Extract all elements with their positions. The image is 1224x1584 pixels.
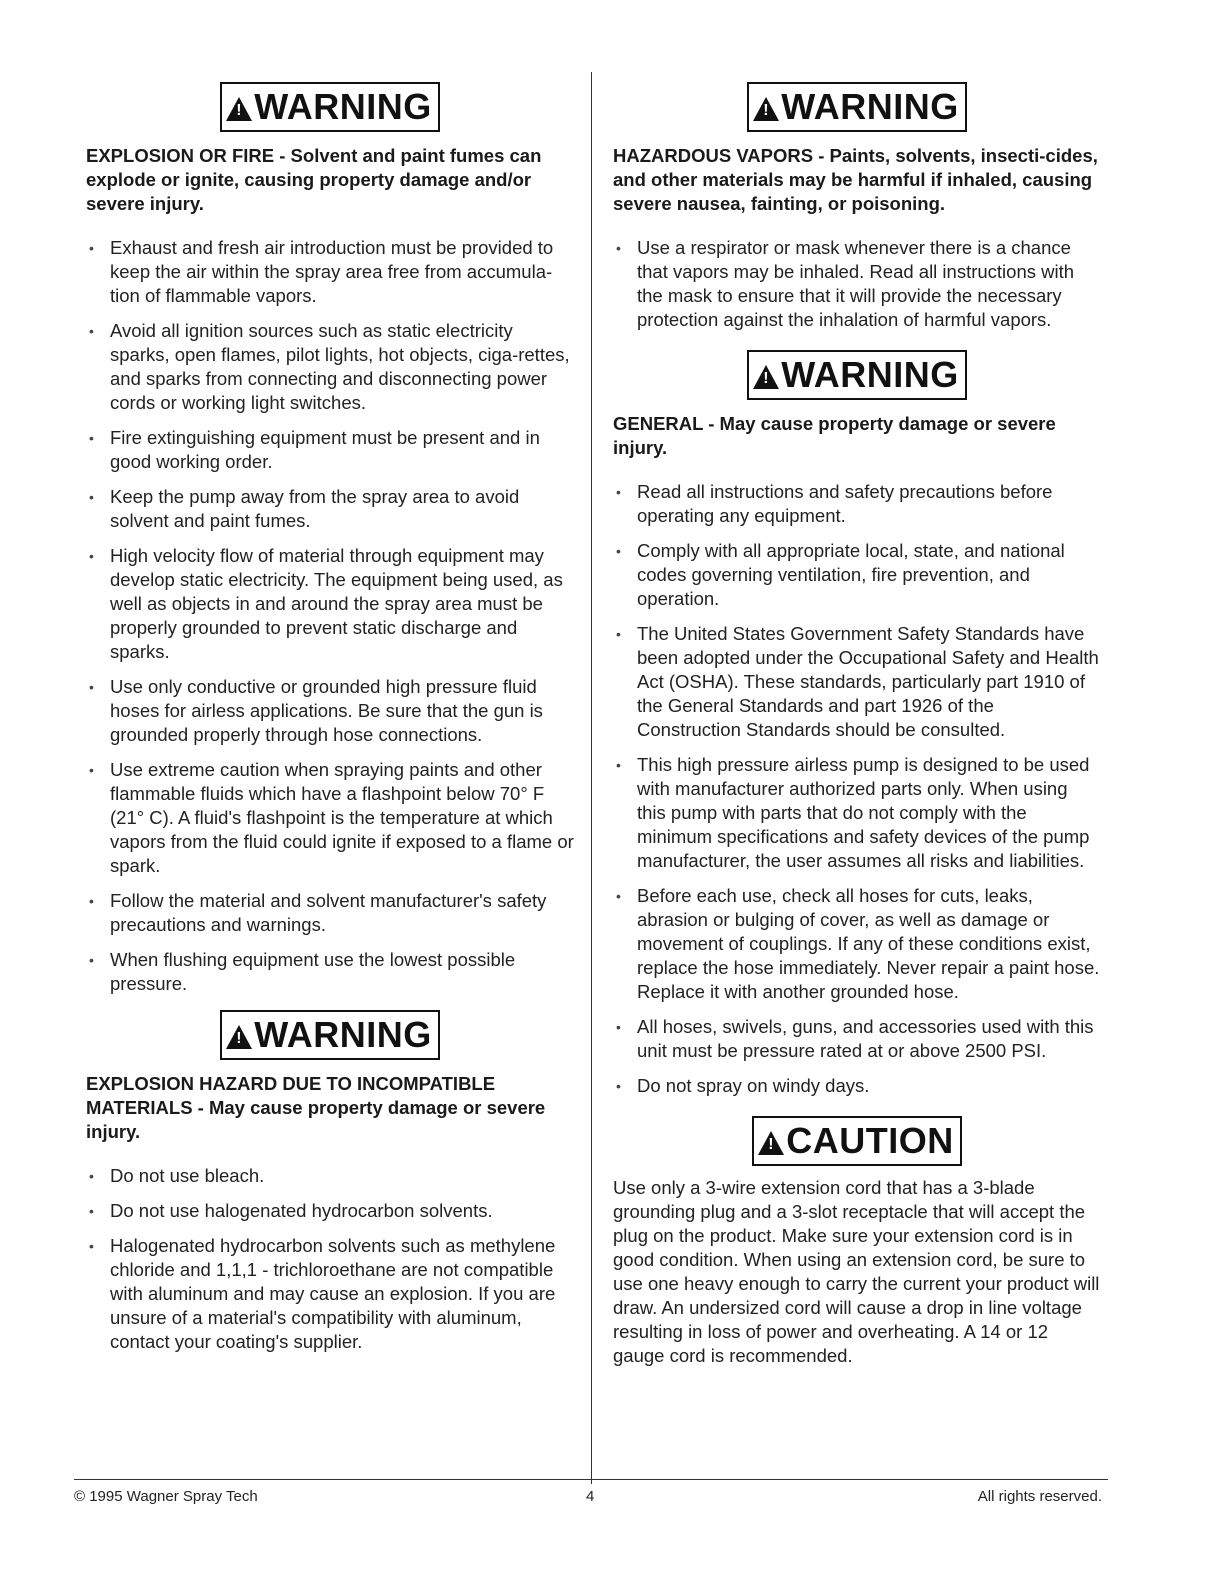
- footer-divider: [74, 1479, 1108, 1480]
- footer-copyright: © 1995 Wagner Spray Tech: [74, 1488, 258, 1505]
- list-item: • Do not use halogenated hydrocarbon solvents.: [86, 1199, 574, 1223]
- caution-badge: !CAUTION: [752, 1116, 962, 1166]
- caution-extension-cord: [613, 1116, 1101, 1368]
- warning-heading: EXPLOSION OR FIRE - Solvent and paint fumes can explode or ignite, causing property damage and/or severe injury.: [86, 145, 542, 214]
- warning-hazardous-vapors: [613, 82, 1101, 332]
- warning-list: [613, 480, 1101, 1098]
- warning-triangle-icon: [226, 97, 252, 121]
- list-item: • Follow the material and solvent manufacturer's safety precautions and warnings.: [86, 889, 574, 937]
- warning-badge: !WARNING: [747, 350, 967, 400]
- warning-badge: !WARNING: [220, 82, 440, 132]
- warning-list: [86, 1164, 574, 1354]
- warning-explosion-fire: [86, 82, 574, 996]
- right-column: [613, 82, 1101, 1387]
- warning-general: [613, 350, 1101, 1098]
- left-column: [86, 82, 574, 1365]
- list-item: • Read all instructions and safety precautions before operating any equipment.: [613, 480, 1101, 528]
- list-item: • High velocity flow of material through equipment may develop static electricity. The equipment being used, as well as objects in and around the spray area must be properly grounded to prevent static discharge and sparks.: [86, 544, 574, 664]
- list-item: • Fire extinguishing equipment must be present and in good working order.: [86, 426, 574, 474]
- list-item: • Halogenated hydrocarbon solvents such as methylene chloride and 1,1,1 - trichloroethane are not compatible with aluminum and may cause an explosion. If you are unsure of a material's compatibility with aluminum, contact your coating's supplier.: [86, 1234, 574, 1354]
- list-item: • Use only conductive or grounded high pressure fluid hoses for airless applications. Be sure that the gun is grounded properly through hose connections.: [86, 675, 574, 747]
- list-item: • Avoid all ignition sources such as static electricity sparks, open flames, pilot lights, hot objects, ciga-rettes, and sparks from connecting and disconnecting power cords or working light switches.: [86, 319, 574, 415]
- warning-incompatible-materials: [86, 1010, 574, 1354]
- warning-triangle-icon: [753, 365, 779, 389]
- warning-triangle-icon: [753, 97, 779, 121]
- warning-heading: HAZARDOUS VAPORS - Paints, solvents, insecti-cides, and other materials may be harmful if inhaled, causing severe nausea, fainting, or poisoning.: [613, 145, 1098, 214]
- warning-heading: GENERAL - May cause property damage or severe injury.: [613, 413, 1056, 458]
- list-item: • Comply with all appropriate local, state, and national codes governing ventilation, fire prevention, and operation.: [613, 539, 1101, 611]
- list-item: • Exhaust and fresh air introduction must be provided to keep the air within the spray area free from accumula-tion of flammable vapors.: [86, 236, 574, 308]
- footer-page-number: 4: [586, 1488, 595, 1505]
- list-item: • When flushing equipment use the lowest possible pressure.: [86, 948, 574, 996]
- warning-badge: !WARNING: [220, 1010, 440, 1060]
- caution-triangle-icon: [758, 1131, 784, 1155]
- list-item: • All hoses, swivels, guns, and accessories used with this unit must be pressure rated at or above 2500 PSI.: [613, 1015, 1101, 1063]
- warning-heading: EXPLOSION HAZARD DUE TO INCOMPATIBLE MATERIALS - May cause property damage or severe injury.: [86, 1073, 546, 1142]
- warning-badge: !WARNING: [747, 82, 967, 132]
- column-divider: [591, 72, 592, 1484]
- list-item: • Before each use, check all hoses for cuts, leaks, abrasion or bulging of cover, as well as damage or movement of couplings. If any of these conditions exist, replace the hose immediately. Never repair a paint hose. Replace it with another grounded hose.: [613, 884, 1101, 1004]
- footer-rights: All rights reserved.: [977, 1488, 1102, 1505]
- warning-triangle-icon: [226, 1025, 252, 1049]
- list-item: • Use extreme caution when spraying paints and other flammable fluids which have a flashpoint below 70° F (21° C). A fluid's flashpoint is the temperature at which vapors from the fluid could ignite if exposed to a flame or spark.: [86, 758, 574, 878]
- list-item: • The United States Government Safety Standards have been adopted under the Occupational Safety and Health Act (OSHA). These standards, particularly part 1910 of the General Standards and part 1926 of the Construction Standards should be consulted.: [613, 622, 1101, 742]
- list-item: • This high pressure airless pump is designed to be used with manufacturer authorized parts only. When using this pump with parts that do not comply with the minimum specifications and safety devices of the pump manufacturer, the user assumes all risks and liabilities.: [613, 753, 1101, 873]
- list-item: • Use a respirator or mask whenever there is a chance that vapors may be inhaled. Read all instructions with the mask to ensure that it will provide the necessary protection against the inhalation of harmful vapors.: [613, 236, 1101, 332]
- list-item: • Do not spray on windy days.: [613, 1074, 1101, 1098]
- warning-list: [86, 236, 574, 996]
- warning-list: [613, 236, 1101, 332]
- list-item: • Do not use bleach.: [86, 1164, 574, 1188]
- caution-text: Use only a 3-wire extension cord that has a 3-blade grounding plug and a 3-slot receptacle that will accept the plug on the product. Make sure your extension cord is in good condition. When using an extension cord, be sure to use one heavy enough to carry the current your product will draw. An undersized cord will cause a drop in line voltage resulting in loss of power and overheating. A 14 or 12 gauge cord is recommended.: [613, 1177, 1100, 1366]
- list-item: • Keep the pump away from the spray area to avoid solvent and paint fumes.: [86, 485, 574, 533]
